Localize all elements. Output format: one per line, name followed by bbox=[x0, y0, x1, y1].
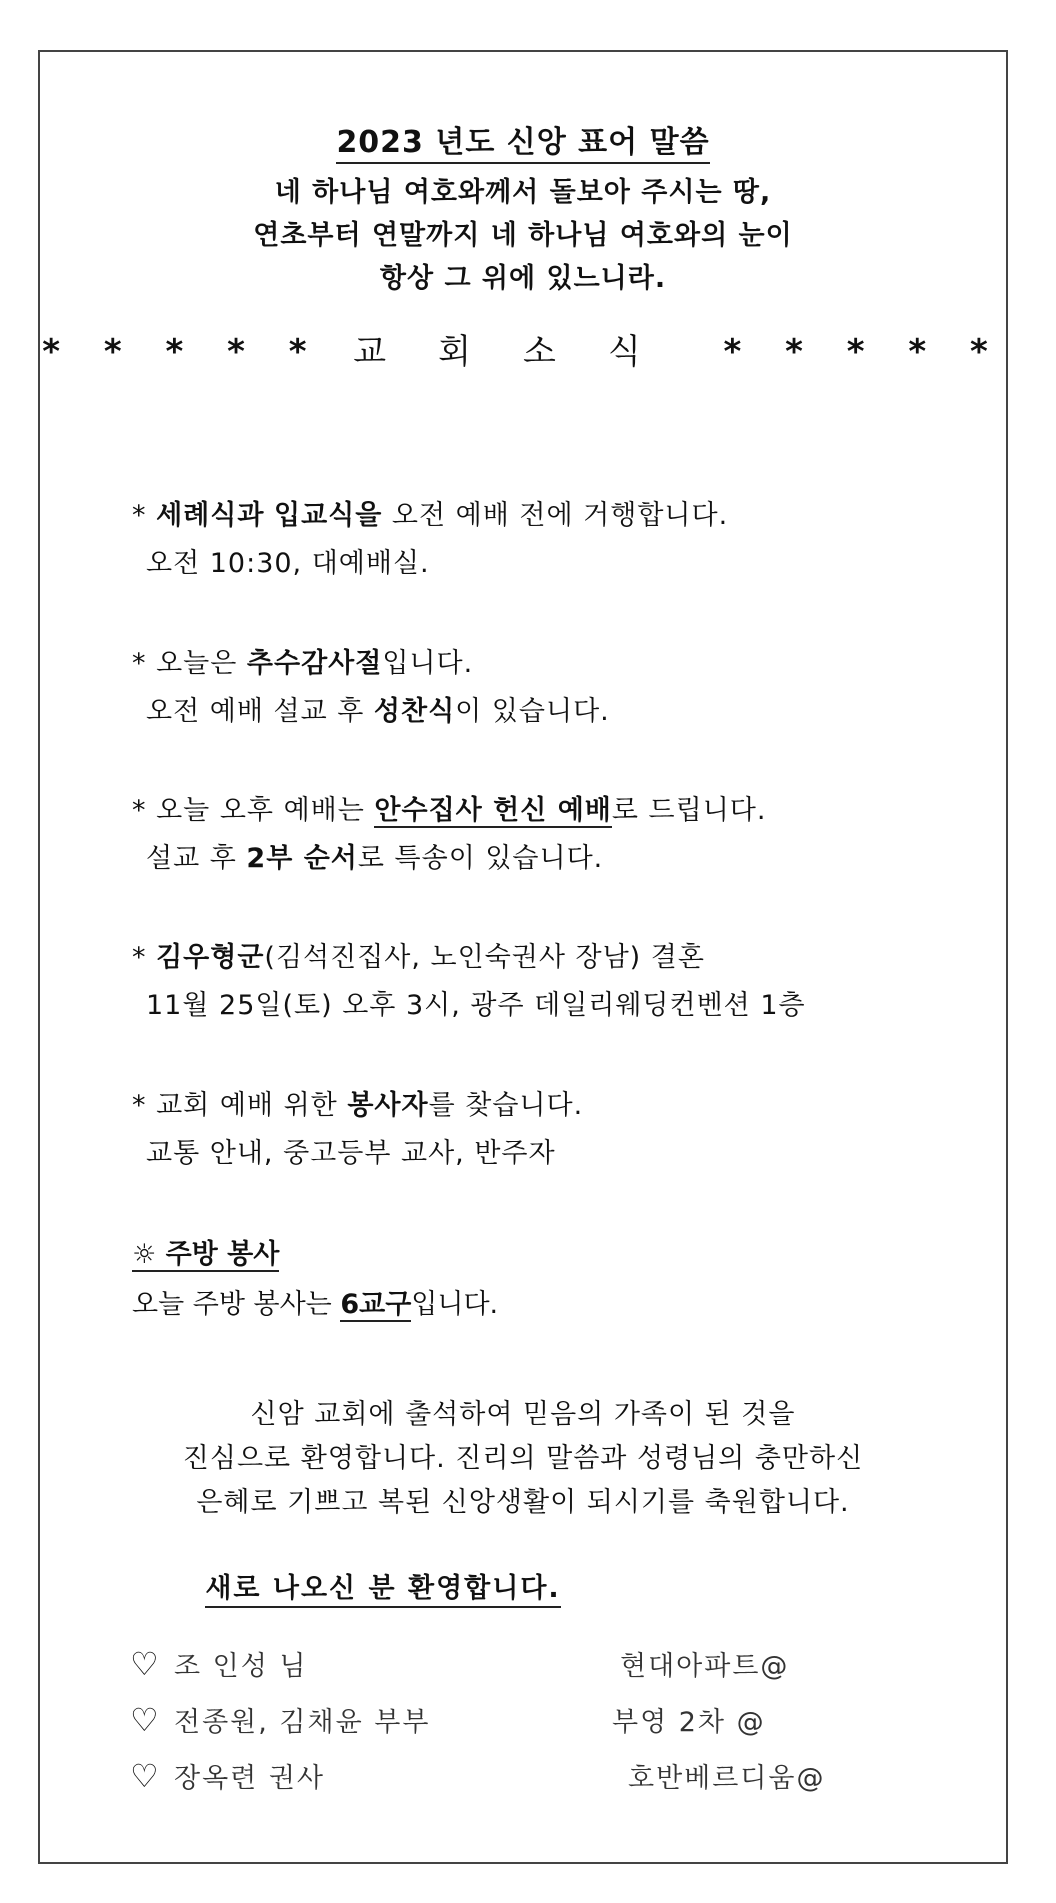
heart-icon: ♡ bbox=[130, 1757, 161, 1795]
news-header bbox=[40, 324, 1006, 373]
heart-icon: ♡ bbox=[130, 1645, 161, 1683]
visitor-address: 부영 2차 @ bbox=[612, 1707, 766, 1738]
news-item-line: * 오늘 오후 예배는 안수집사 헌신 예배로 드립니다. bbox=[132, 795, 767, 826]
news-header-stars-right: * * * * * bbox=[723, 332, 1004, 372]
visitor-row bbox=[130, 1756, 826, 1795]
news-item-detail: 오전 예배 설교 후 성찬식이 있습니다. bbox=[146, 696, 610, 727]
news-header-stars-left: * * * * * bbox=[42, 332, 323, 372]
page-title bbox=[40, 117, 1006, 161]
news-item-3 bbox=[132, 787, 766, 883]
news-item-4 bbox=[132, 934, 806, 1030]
heart-icon: ♡ bbox=[130, 1701, 161, 1739]
title-text: 2023 년도 신앙 표어 말씀 bbox=[336, 125, 709, 164]
visitor-name: 장옥련 권사 bbox=[174, 1763, 325, 1794]
visitor-name: 조 인성 님 bbox=[174, 1651, 308, 1682]
visitor-address: 호반베르디움@ bbox=[628, 1763, 826, 1794]
welcome-line-3: 은혜로 기쁘고 복된 신앙생활이 되시기를 축원합니다. bbox=[196, 1487, 850, 1518]
visitor-name: 전종원, 김채윤 부부 bbox=[174, 1707, 431, 1738]
news-item-line: * 김우형군(김석진집사, 노인숙권사 장남) 결혼 bbox=[132, 942, 705, 973]
welcome-line-2: 진심으로 환영합니다. 진리의 말씀과 성령님의 충만하신 bbox=[182, 1443, 864, 1474]
visitor-row bbox=[130, 1700, 766, 1739]
verse-line-2: 연초부터 연말까지 네 하나님 여호와의 눈이 bbox=[253, 220, 793, 251]
bulletin-frame bbox=[38, 50, 1008, 1864]
news-item-detail: 교통 안내, 중고등부 교사, 반주자 bbox=[146, 1138, 556, 1169]
news-item-detail: 오전 10:30, 대예배실. bbox=[146, 548, 430, 579]
kitchen-title: ☼ 주방 봉사 bbox=[132, 1239, 280, 1270]
news-item-2 bbox=[132, 640, 610, 736]
news-item-detail: 11월 25일(토) 오후 3시, 광주 데일리웨딩컨벤션 1층 bbox=[146, 990, 806, 1021]
welcome-line-1: 신암 교회에 출석하여 믿음의 가족이 된 것을 bbox=[250, 1399, 796, 1430]
news-item-1 bbox=[132, 492, 728, 588]
news-item-5 bbox=[132, 1082, 583, 1178]
kitchen-service bbox=[132, 1230, 498, 1330]
visitor-address: 현대아파트@ bbox=[620, 1651, 790, 1682]
news-item-line: * 세례식과 입교식을 오전 예배 전에 거행합니다. bbox=[132, 500, 729, 531]
news-item-line: * 교회 예배 위한 봉사자를 찾습니다. bbox=[132, 1090, 584, 1121]
kitchen-detail: 오늘 주방 봉사는 6교구입니다. bbox=[132, 1289, 499, 1320]
verse-line-3: 항상 그 위에 있느니라. bbox=[379, 263, 667, 294]
news-item-line: * 오늘은 추수감사절입니다. bbox=[132, 648, 474, 679]
news-header-word: 교회소식 bbox=[353, 332, 693, 372]
news-item-detail: 설교 후 2부 순서로 특송이 있습니다. bbox=[146, 843, 604, 874]
verse-line-1: 네 하나님 여호와께서 돌보아 주시는 땅, bbox=[274, 177, 772, 208]
visitor-row bbox=[130, 1644, 790, 1683]
welcome-tag: 새로 나오신 분 환영합니다. bbox=[0, 1566, 866, 1605]
